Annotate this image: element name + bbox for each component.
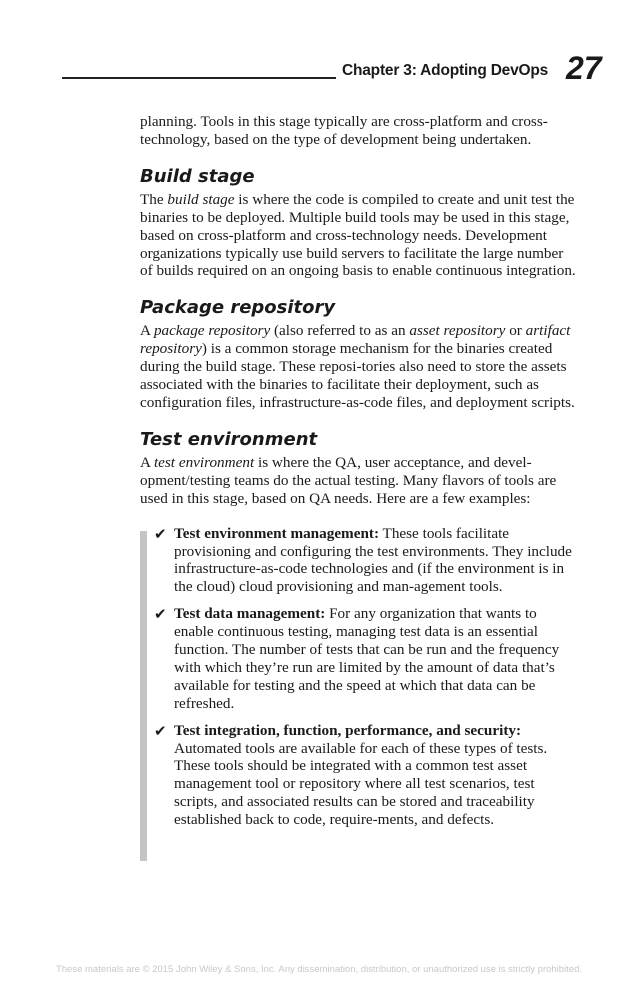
build-stage-paragraph: The build stage is where the code is compiled to create and unit test the binaries to be deployed. Multiple build tools may be used in this stage, based on cross-platform and cross-technology needs. Development organizations typically use build servers to facilitate the large number of builds required on an ongoing basis to enable continuous integration. <box>140 190 576 280</box>
heading-test-environment: Test environment <box>140 428 318 450</box>
test-environment-paragraph: A test environment is where the QA, user acceptance, and devel-opment/testing teams do the actual testing. Many flavors of tools are used in this stage, based on QA needs. Here are a few examples: <box>140 453 557 507</box>
bullet-text: These tools facilitate provisioning and configuring the test environments. They include infrastructure-as-code technologies and (if the environment is in the cloud) cloud provisioning and man-agement tools. <box>174 524 572 596</box>
heading-package-repository: Package repository <box>140 297 336 319</box>
bullet-text: For any organization that wants to enable continuous testing, managing test data is an essential function. The number of tests that can be run and the frequency with which they’re run are limited by the amount of data that’s available for testing and the speed at which that data can be refreshed. <box>174 605 560 712</box>
header-rule <box>62 77 336 79</box>
bullet-title: Test environment management: <box>174 524 380 542</box>
sidebar-bar <box>140 531 147 861</box>
heading-build-stage: Build stage <box>140 165 255 187</box>
bullet-list <box>154 525 578 830</box>
bullet-title: Test integration, function, performance, and security: <box>174 721 522 739</box>
term-package-repository: package repository <box>153 322 271 340</box>
check-icon: ✔ <box>154 605 167 624</box>
term-test-environment: test environment <box>153 453 255 471</box>
term-artifact-repository: artifact repository <box>140 322 571 358</box>
list-item <box>154 605 578 712</box>
page-body <box>140 113 578 838</box>
check-icon: ✔ <box>154 721 167 740</box>
term-build-stage: build stage <box>167 190 235 208</box>
chapter-title: Chapter 3: Adopting DevOps <box>342 62 549 79</box>
check-icon: ✔ <box>154 524 167 543</box>
bullet-text: Automated tools are available for each of these types of tests. These tools should be integrated with a common test asset management tool or repository where all test scenarios, test scripts, and associated results can be stored and traceability established back to code, require-ments, and defects. <box>174 739 548 829</box>
list-item <box>154 722 578 829</box>
copyright-footer: These materials are © 2015 John Wiley & Sons, Inc. Any dissemination, distribution, or unauthorized use is strictly prohibited. <box>55 964 583 975</box>
bullet-list-block <box>140 525 578 830</box>
intro-paragraph: planning. Tools in this stage typically are cross-platform and cross-technology, based on the type of development being undertaken. <box>140 113 548 148</box>
page-number: 27 <box>566 50 602 86</box>
package-repository-paragraph: A package repository (also referred to as an asset repository or artifact repository) is a common storage mechanism for the binaries created during the build stage. These reposi-tories also need to store the assets associated with the binaries to facilitate their deployment, such as configuration files, infrastructure-as-code files, and deployment scripts. <box>140 322 575 411</box>
bullet-title: Test data management: <box>174 605 326 623</box>
list-item <box>154 525 578 597</box>
term-asset-repository: asset repository <box>409 322 506 340</box>
